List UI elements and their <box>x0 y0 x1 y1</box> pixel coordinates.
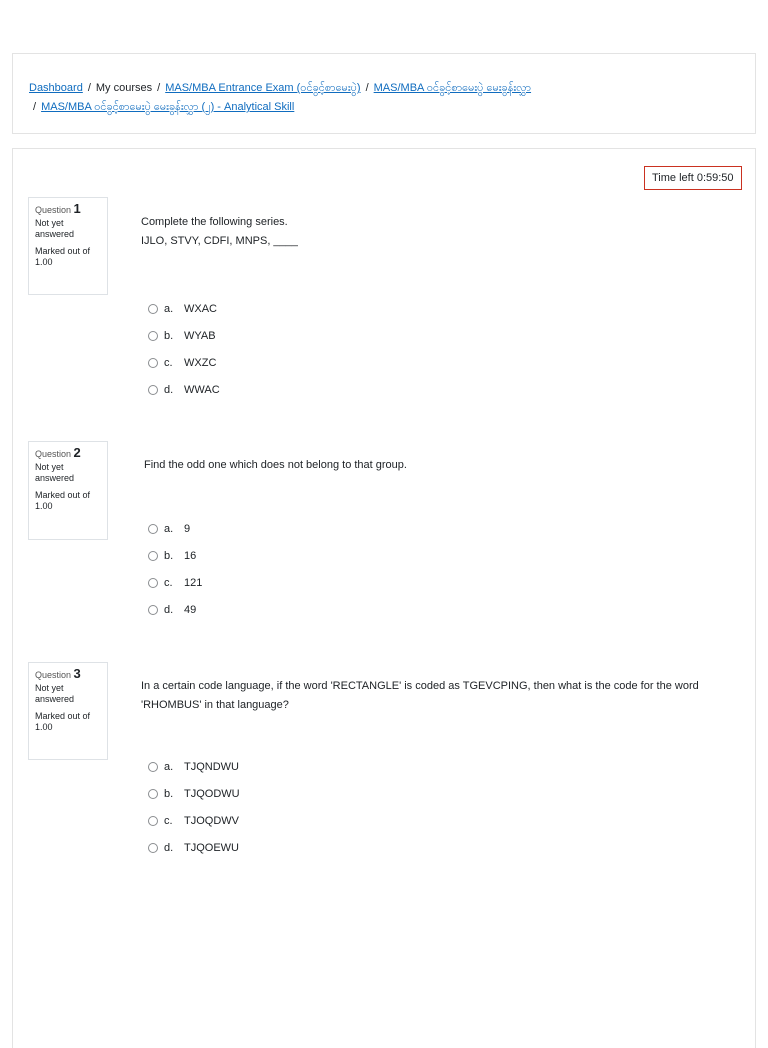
answer-option[interactable] <box>148 349 220 376</box>
quiz-container <box>12 148 756 1048</box>
breadcrumb-line-2 <box>33 100 294 114</box>
answer-option[interactable] <box>148 753 240 780</box>
question-text-line: IJLO, STVY, CDFI, MNPS, ____ <box>141 235 298 247</box>
breadcrumb-section-link[interactable]: MAS/MBA ဝင်ခွင့်စာမေးပွဲ မေးခွန်းလွှာ <box>373 82 532 94</box>
question-state: Not yet answered <box>35 683 75 704</box>
question-state: Not yet answered <box>35 218 75 239</box>
answer-option[interactable] <box>148 780 240 807</box>
option-text: TJQOEWU <box>184 841 239 854</box>
breadcrumb-my-courses: My courses <box>95 82 153 94</box>
quiz-timer: Time left 0:59:50 <box>644 166 742 190</box>
question-number: 2 <box>73 445 81 460</box>
breadcrumb-separator: / <box>33 101 37 113</box>
answer-options-1 <box>148 295 220 403</box>
radio-button[interactable] <box>148 331 158 341</box>
question-text-3 <box>141 677 741 715</box>
answer-option[interactable] <box>148 322 220 349</box>
question-grade: Marked out of 1.00 <box>35 246 91 267</box>
radio-button[interactable] <box>148 524 158 534</box>
breadcrumb <box>12 53 756 134</box>
question-grade: Marked out of 1.00 <box>35 490 91 511</box>
option-letter: d. <box>164 841 174 854</box>
question-info-3 <box>28 662 108 760</box>
question-info-2 <box>28 441 108 540</box>
answer-option[interactable] <box>148 569 202 596</box>
question-label: Question <box>35 670 72 680</box>
option-text: TJQODWU <box>184 787 240 800</box>
option-letter: a. <box>164 760 174 773</box>
answer-option[interactable] <box>148 834 240 861</box>
breadcrumb-dashboard-link[interactable]: Dashboard <box>29 82 83 94</box>
radio-button[interactable] <box>148 843 158 853</box>
option-letter: a. <box>164 522 174 535</box>
answer-options-2 <box>148 515 202 623</box>
radio-button[interactable] <box>148 816 158 826</box>
radio-button[interactable] <box>148 551 158 561</box>
breadcrumb-separator: / <box>87 82 91 94</box>
option-text: 49 <box>184 603 197 616</box>
option-letter: d. <box>164 603 174 616</box>
option-letter: c. <box>164 814 173 827</box>
option-letter: c. <box>164 356 173 369</box>
radio-button[interactable] <box>148 789 158 799</box>
answer-options-3 <box>148 753 240 861</box>
question-label: Question <box>35 205 72 215</box>
question-text-2 <box>144 456 407 475</box>
option-letter: b. <box>164 787 174 800</box>
option-text: WXZC <box>184 356 217 369</box>
radio-button[interactable] <box>148 385 158 395</box>
answer-option[interactable] <box>148 807 240 834</box>
option-text: WYAB <box>184 329 216 342</box>
radio-button[interactable] <box>148 605 158 615</box>
breadcrumb-quiz-link[interactable]: MAS/MBA ဝင်ခွင့်စာမေးပွဲ မေးခွန်းလွှာ (၂) - Analytical Skill <box>41 101 295 113</box>
question-text-line: Complete the following series. <box>141 216 288 228</box>
breadcrumb-line-1 <box>29 81 531 95</box>
radio-button[interactable] <box>148 578 158 588</box>
option-letter: b. <box>164 549 174 562</box>
radio-button[interactable] <box>148 358 158 368</box>
question-text-line: Find the odd one which does not belong to that group. <box>144 459 407 471</box>
question-number: 1 <box>73 201 81 216</box>
question-state: Not yet answered <box>35 462 75 483</box>
question-text-line: 'RHOMBUS' in that language? <box>141 699 289 711</box>
answer-option[interactable] <box>148 295 220 322</box>
question-text-line: In a certain code language, if the word 'RECTANGLE' is coded as TGEVCPING, then what is the code for the word <box>141 680 699 692</box>
option-letter: b. <box>164 329 174 342</box>
answer-option[interactable] <box>148 376 220 403</box>
option-text: 121 <box>184 576 203 589</box>
option-text: WWAC <box>184 383 220 396</box>
radio-button[interactable] <box>148 762 158 772</box>
answer-option[interactable] <box>148 596 202 623</box>
option-letter: a. <box>164 302 174 315</box>
question-info-1 <box>28 197 108 295</box>
option-text: 16 <box>184 549 197 562</box>
question-grade: Marked out of 1.00 <box>35 711 91 732</box>
question-text-1 <box>141 213 298 251</box>
answer-option[interactable] <box>148 542 202 569</box>
breadcrumb-separator: / <box>157 82 161 94</box>
answer-option[interactable] <box>148 515 202 542</box>
radio-button[interactable] <box>148 304 158 314</box>
question-label: Question <box>35 449 72 459</box>
option-letter: d. <box>164 383 174 396</box>
breadcrumb-separator: / <box>365 82 369 94</box>
option-text: WXAC <box>184 302 217 315</box>
option-text: TJOQDWV <box>184 814 239 827</box>
question-number: 3 <box>73 666 81 681</box>
option-text: 9 <box>184 522 191 535</box>
option-letter: c. <box>164 576 173 589</box>
breadcrumb-course-link[interactable]: MAS/MBA Entrance Exam (ဝင်ခွင့်စာမေးပွဲ) <box>165 82 361 94</box>
option-text: TJQNDWU <box>184 760 239 773</box>
